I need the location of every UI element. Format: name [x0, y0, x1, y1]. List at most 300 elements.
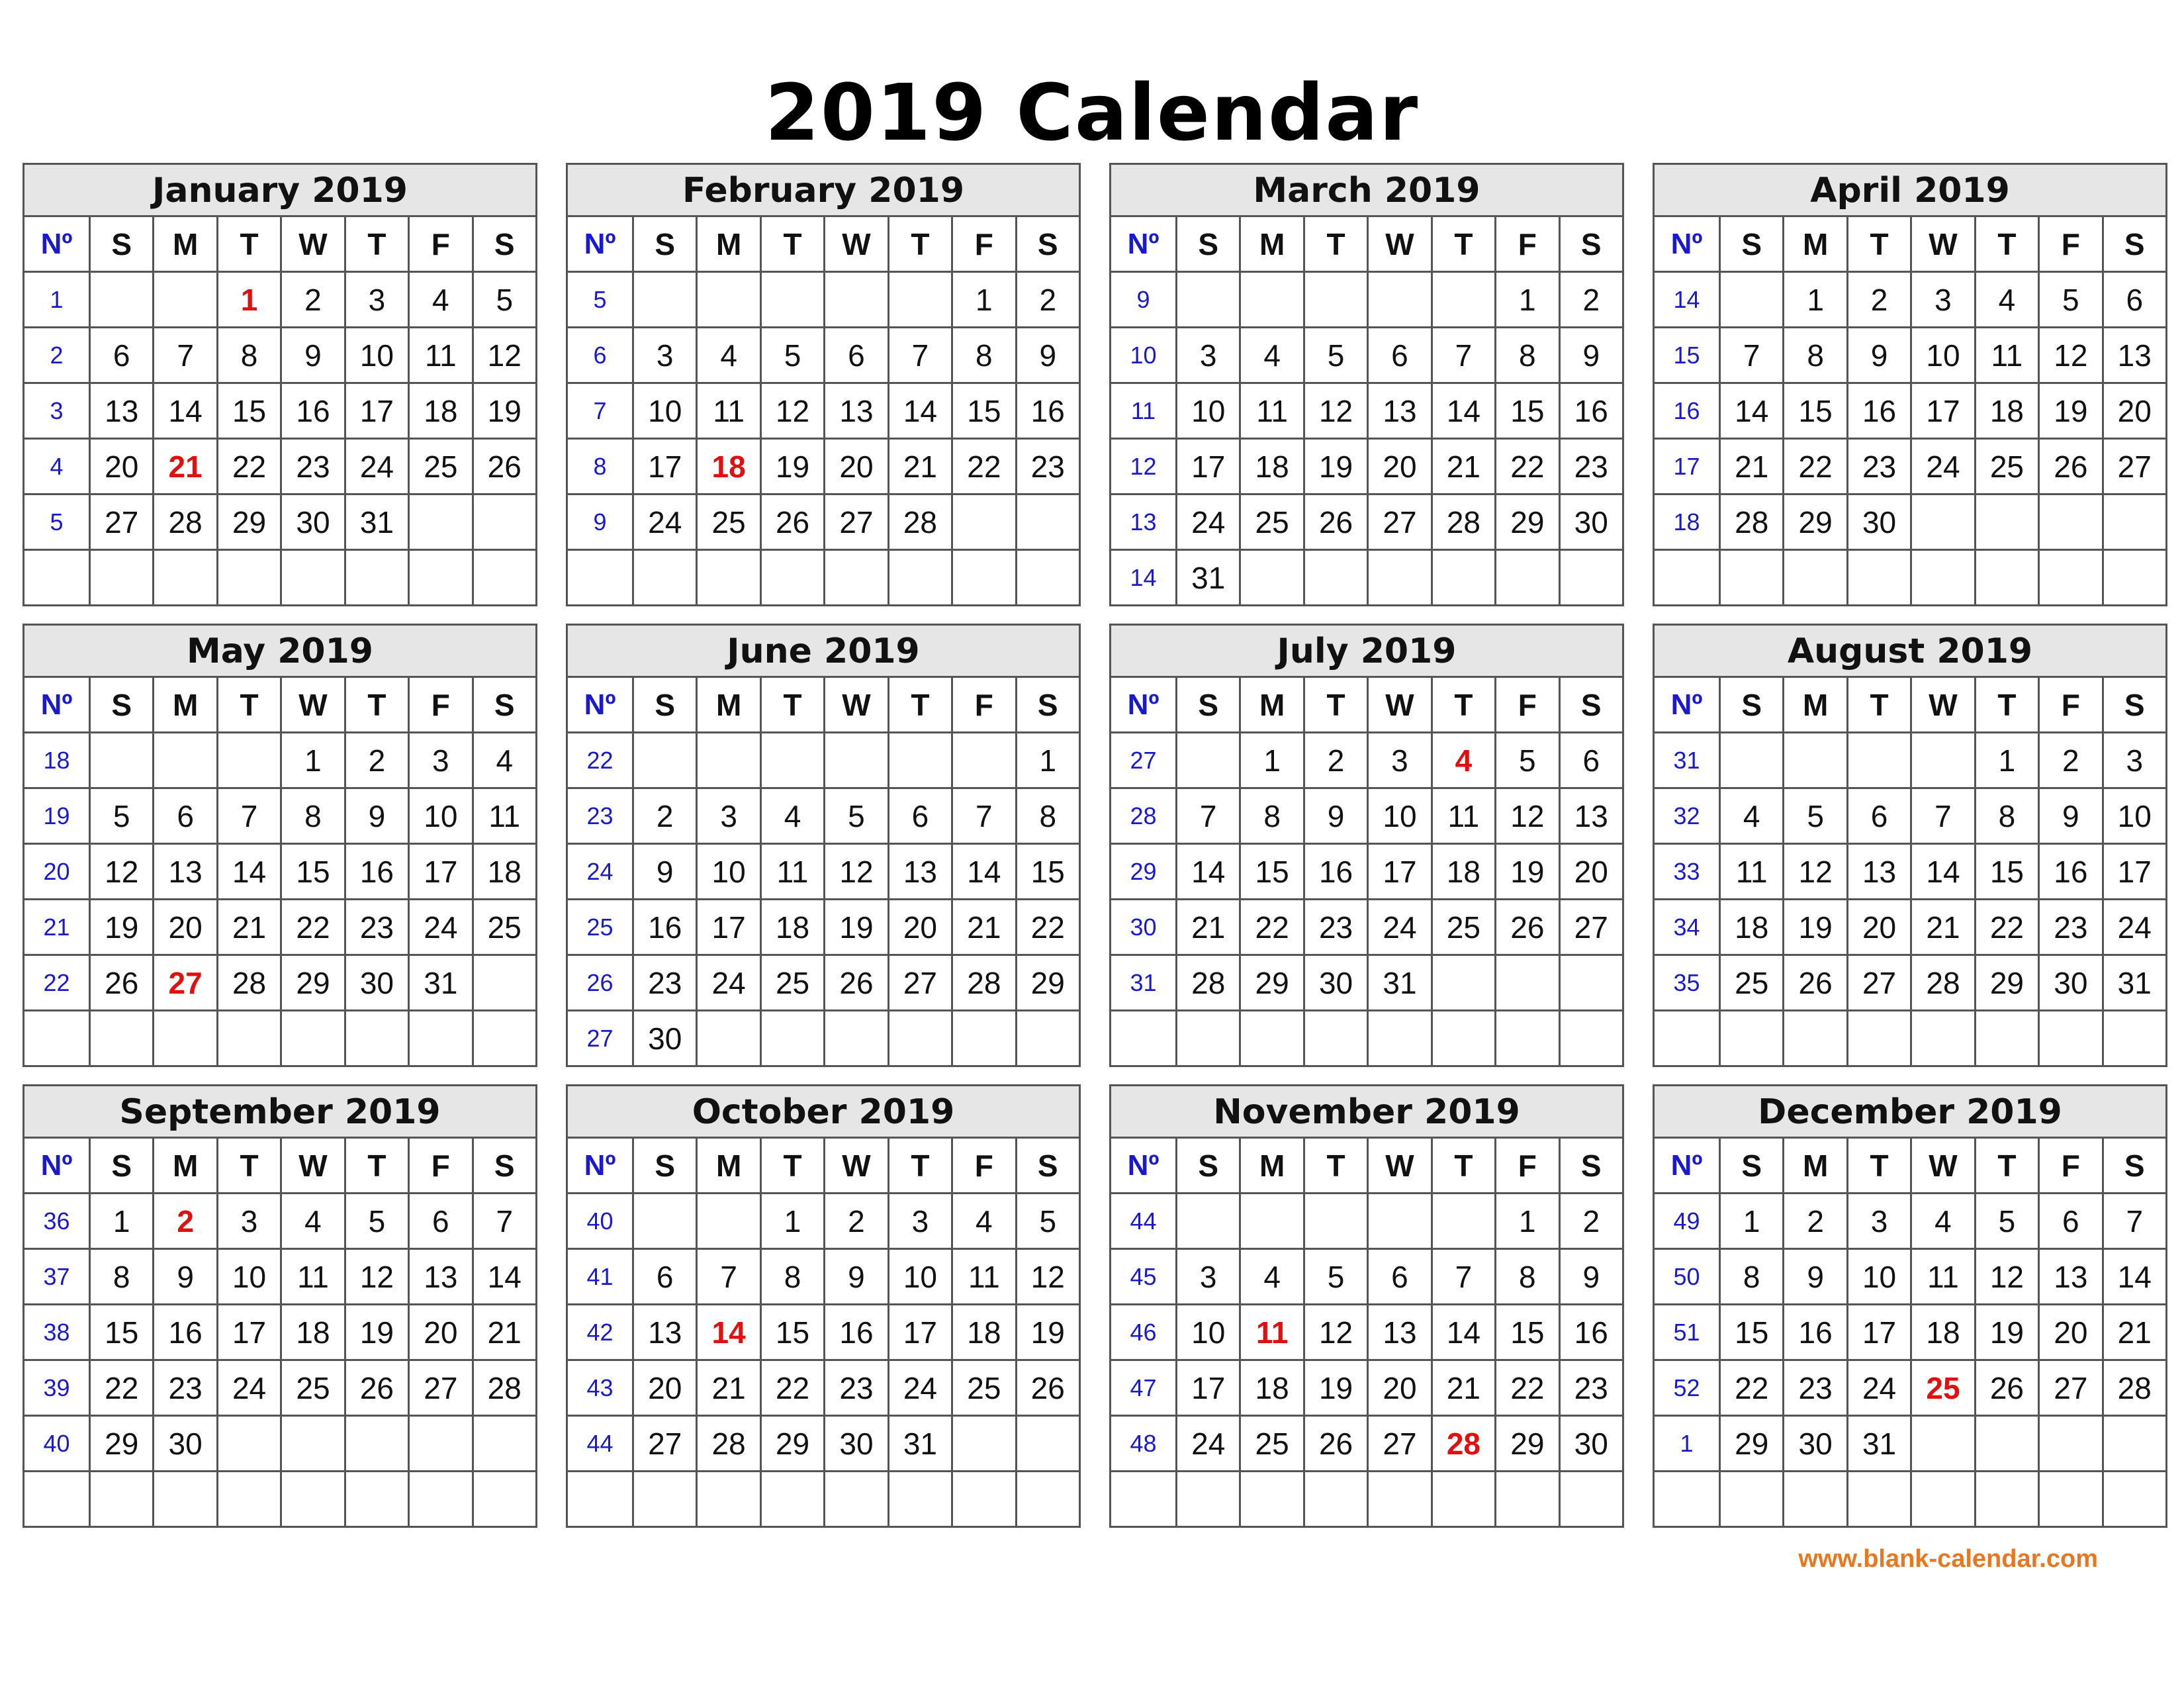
weekday-header: S	[2103, 677, 2166, 733]
weekday-header: S	[473, 677, 536, 733]
empty-cell	[1240, 1011, 1304, 1066]
day-cell: 28	[473, 1360, 536, 1416]
day-cell: 4	[760, 788, 824, 844]
day-cell: 7	[217, 788, 281, 844]
day-cell: 13	[409, 1249, 473, 1305]
day-cell: 2	[281, 272, 345, 328]
week-number: 30	[1111, 900, 1177, 955]
day-cell: 26	[1304, 1416, 1367, 1472]
day-cell: 22	[1496, 439, 1559, 494]
day-cell: 7	[1432, 328, 1495, 383]
week-number: 44	[567, 1416, 633, 1472]
week-number: 1	[24, 272, 90, 328]
page-title: 2019 Calendar	[764, 67, 1420, 158]
empty-cell	[217, 1011, 281, 1066]
day-cell: 14	[1720, 383, 1784, 439]
month-title: September 2019	[23, 1084, 537, 1139]
empty-cell	[1432, 550, 1495, 606]
week-row	[24, 328, 537, 383]
week-row	[1111, 955, 1623, 1011]
day-cell: 29	[281, 955, 345, 1011]
empty-cell	[473, 1011, 536, 1066]
empty-cell	[1432, 272, 1495, 328]
day-cell: 3	[1911, 272, 1975, 328]
holiday-day-cell: 21	[154, 439, 217, 494]
day-cell: 21	[888, 439, 952, 494]
month-table	[566, 676, 1081, 1067]
day-cell: 22	[1784, 439, 1847, 494]
day-cell: 16	[281, 383, 345, 439]
week-number: 19	[24, 788, 90, 844]
day-cell: 29	[217, 494, 281, 550]
empty-cell	[1975, 494, 2038, 550]
week-number: 13	[1111, 494, 1177, 550]
day-cell: 23	[825, 1360, 888, 1416]
day-cell: 20	[1368, 439, 1432, 494]
week-row	[567, 1011, 1080, 1066]
week-number: 18	[1654, 494, 1720, 550]
day-cell: 5	[90, 788, 154, 844]
empty-cell	[409, 1011, 473, 1066]
day-cell: 26	[2039, 439, 2103, 494]
week-row	[1654, 788, 2167, 844]
day-cell: 3	[1368, 733, 1432, 788]
empty-cell	[697, 733, 760, 788]
week-number	[567, 1472, 633, 1527]
week-number: 1	[1654, 1416, 1720, 1472]
week-row	[567, 1249, 1080, 1305]
week-row	[24, 383, 537, 439]
day-cell: 29	[1496, 494, 1559, 550]
day-cell: 4	[1240, 328, 1304, 383]
day-cell: 26	[473, 439, 536, 494]
weekday-header-row	[1654, 1138, 2167, 1194]
day-cell: 5	[1304, 1249, 1367, 1305]
empty-cell	[345, 550, 408, 606]
day-cell: 10	[697, 844, 760, 900]
day-cell: 24	[409, 900, 473, 955]
day-cell: 11	[281, 1249, 345, 1305]
month-february	[566, 163, 1081, 594]
week-number-header: Nº	[24, 1138, 90, 1194]
day-cell: 29	[1784, 494, 1847, 550]
empty-cell	[1240, 1194, 1304, 1249]
empty-cell	[1720, 1011, 1784, 1066]
day-cell: 2	[345, 733, 408, 788]
day-cell: 27	[633, 1416, 697, 1472]
day-cell: 19	[1496, 844, 1559, 900]
day-cell: 12	[1975, 1249, 2038, 1305]
day-cell: 10	[888, 1249, 952, 1305]
day-cell: 1	[1720, 1194, 1784, 1249]
empty-cell	[2103, 494, 2166, 550]
day-cell: 29	[1975, 955, 2038, 1011]
day-cell: 3	[633, 328, 697, 383]
week-row	[1111, 1472, 1623, 1527]
day-cell: 1	[760, 1194, 824, 1249]
week-number: 44	[1111, 1194, 1177, 1249]
empty-cell	[888, 1011, 952, 1066]
week-number: 39	[24, 1360, 90, 1416]
day-cell: 31	[1368, 955, 1432, 1011]
week-number-header: Nº	[1654, 677, 1720, 733]
day-cell: 17	[217, 1305, 281, 1360]
day-cell: 31	[1847, 1416, 1911, 1472]
day-cell: 24	[697, 955, 760, 1011]
empty-cell	[217, 550, 281, 606]
day-cell: 5	[1784, 788, 1847, 844]
day-cell: 1	[1496, 1194, 1559, 1249]
month-march	[1109, 163, 1624, 594]
week-row	[567, 788, 1080, 844]
day-cell: 9	[633, 844, 697, 900]
day-cell: 8	[1496, 328, 1559, 383]
empty-cell	[1559, 550, 1623, 606]
day-cell: 23	[1304, 900, 1367, 955]
day-cell: 18	[1432, 844, 1495, 900]
week-row	[567, 1472, 1080, 1527]
weekday-header: S	[1559, 216, 1623, 272]
empty-cell	[760, 1011, 824, 1066]
holiday-day-cell: 18	[697, 439, 760, 494]
weekday-header: T	[888, 216, 952, 272]
week-row	[24, 788, 537, 844]
week-number-header: Nº	[1111, 677, 1177, 733]
day-cell: 27	[1559, 900, 1623, 955]
day-cell: 3	[217, 1194, 281, 1249]
day-cell: 3	[345, 272, 408, 328]
empty-cell	[1720, 272, 1784, 328]
week-number: 20	[24, 844, 90, 900]
empty-cell	[952, 1472, 1016, 1527]
week-number: 26	[567, 955, 633, 1011]
day-cell: 17	[1177, 439, 1240, 494]
day-cell: 17	[888, 1305, 952, 1360]
empty-cell	[1016, 1472, 1079, 1527]
week-number: 21	[24, 900, 90, 955]
week-number: 8	[567, 439, 633, 494]
weekday-header: T	[1304, 216, 1367, 272]
day-cell: 15	[281, 844, 345, 900]
day-cell: 9	[281, 328, 345, 383]
day-cell: 20	[2103, 383, 2166, 439]
empty-cell	[1847, 733, 1911, 788]
weekday-header: S	[1720, 216, 1784, 272]
day-cell: 30	[1559, 1416, 1623, 1472]
day-cell: 11	[697, 383, 760, 439]
empty-cell	[2103, 550, 2166, 606]
month-title: December 2019	[1653, 1084, 2167, 1139]
week-number: 10	[1111, 328, 1177, 383]
day-cell: 13	[1559, 788, 1623, 844]
empty-cell	[1432, 1472, 1495, 1527]
week-number: 22	[24, 955, 90, 1011]
empty-cell	[1304, 1011, 1367, 1066]
weekday-header: M	[697, 1138, 760, 1194]
month-title: November 2019	[1109, 1084, 1624, 1139]
weekday-header-row	[567, 216, 1080, 272]
week-row	[1654, 844, 2167, 900]
empty-cell	[1911, 494, 1975, 550]
day-cell: 2	[825, 1194, 888, 1249]
day-cell: 21	[1720, 439, 1784, 494]
day-cell: 29	[1496, 1416, 1559, 1472]
day-cell: 19	[345, 1305, 408, 1360]
day-cell: 21	[1432, 1360, 1495, 1416]
week-row	[1654, 733, 2167, 788]
day-cell: 21	[2103, 1305, 2166, 1360]
day-cell: 6	[1847, 788, 1911, 844]
week-number	[1111, 1472, 1177, 1527]
week-row	[1654, 1472, 2167, 1527]
empty-cell	[760, 733, 824, 788]
day-cell: 24	[633, 494, 697, 550]
day-cell: 15	[760, 1305, 824, 1360]
day-cell: 21	[1911, 900, 1975, 955]
day-cell: 9	[345, 788, 408, 844]
day-cell: 16	[633, 900, 697, 955]
month-table	[23, 676, 537, 1067]
day-cell: 25	[760, 955, 824, 1011]
day-cell: 26	[1496, 900, 1559, 955]
week-row	[1654, 272, 2167, 328]
month-table	[23, 215, 537, 606]
weekday-header: W	[1911, 1138, 1975, 1194]
day-cell: 5	[1975, 1194, 2038, 1249]
month-june	[566, 624, 1081, 1055]
weekday-header: W	[1368, 677, 1432, 733]
day-cell: 10	[409, 788, 473, 844]
empty-cell	[1240, 1472, 1304, 1527]
day-cell: 19	[1016, 1305, 1079, 1360]
day-cell: 11	[1911, 1249, 1975, 1305]
weekday-header: F	[409, 1138, 473, 1194]
month-december	[1653, 1084, 2167, 1516]
weekday-header: S	[1720, 1138, 1784, 1194]
day-cell: 17	[1847, 1305, 1911, 1360]
day-cell: 27	[1847, 955, 1911, 1011]
empty-cell	[1368, 1194, 1432, 1249]
day-cell: 19	[2039, 383, 2103, 439]
empty-cell	[1240, 550, 1304, 606]
week-row	[1654, 1360, 2167, 1416]
empty-cell	[345, 1011, 408, 1066]
empty-cell	[952, 1416, 1016, 1472]
week-number: 34	[1654, 900, 1720, 955]
day-cell: 21	[1177, 900, 1240, 955]
day-cell: 16	[1304, 844, 1367, 900]
weekday-header: T	[1847, 216, 1911, 272]
weekday-header: T	[1975, 677, 2038, 733]
empty-cell	[1975, 550, 2038, 606]
week-number: 27	[567, 1011, 633, 1066]
day-cell: 25	[473, 900, 536, 955]
day-cell: 24	[1177, 1416, 1240, 1472]
empty-cell	[1432, 955, 1495, 1011]
day-cell: 30	[1784, 1416, 1847, 1472]
day-cell: 28	[217, 955, 281, 1011]
week-number	[1654, 550, 1720, 606]
day-cell: 27	[1368, 494, 1432, 550]
empty-cell	[2039, 1416, 2103, 1472]
week-number: 23	[567, 788, 633, 844]
empty-cell	[90, 733, 154, 788]
day-cell: 18	[1240, 439, 1304, 494]
empty-cell	[473, 1472, 536, 1527]
day-cell: 20	[154, 900, 217, 955]
day-cell: 29	[760, 1416, 824, 1472]
empty-cell	[2039, 1472, 2103, 1527]
day-cell: 15	[90, 1305, 154, 1360]
empty-cell	[1016, 1416, 1079, 1472]
day-cell: 2	[2039, 733, 2103, 788]
empty-cell	[90, 1011, 154, 1066]
day-cell: 18	[281, 1305, 345, 1360]
day-cell: 19	[1975, 1305, 2038, 1360]
day-cell: 24	[1847, 1360, 1911, 1416]
day-cell: 16	[1559, 1305, 1623, 1360]
day-cell: 17	[1368, 844, 1432, 900]
day-cell: 13	[90, 383, 154, 439]
day-cell: 28	[888, 494, 952, 550]
empty-cell	[2103, 1011, 2166, 1066]
empty-cell	[1240, 272, 1304, 328]
week-number: 9	[1111, 272, 1177, 328]
day-cell: 12	[1496, 788, 1559, 844]
website-link[interactable]: www.blank-calendar.com	[1798, 1545, 2098, 1573]
week-number: 51	[1654, 1305, 1720, 1360]
week-row	[1654, 1305, 2167, 1360]
day-cell: 12	[1784, 844, 1847, 900]
week-row	[1654, 900, 2167, 955]
day-cell: 20	[1847, 900, 1911, 955]
empty-cell	[888, 272, 952, 328]
day-cell: 20	[633, 1360, 697, 1416]
empty-cell	[1368, 1472, 1432, 1527]
week-row	[1111, 328, 1623, 383]
day-cell: 9	[1559, 328, 1623, 383]
day-cell: 28	[1177, 955, 1240, 1011]
day-cell: 28	[1720, 494, 1784, 550]
week-number	[24, 1472, 90, 1527]
week-number: 32	[1654, 788, 1720, 844]
day-cell: 28	[952, 955, 1016, 1011]
week-number: 9	[567, 494, 633, 550]
day-cell: 25	[1975, 439, 2038, 494]
day-cell: 30	[345, 955, 408, 1011]
weekday-header: W	[281, 1138, 345, 1194]
week-row	[24, 1416, 537, 1472]
day-cell: 24	[217, 1360, 281, 1416]
empty-cell	[1975, 1472, 2038, 1527]
day-cell: 2	[1847, 272, 1911, 328]
empty-cell	[1720, 1472, 1784, 1527]
week-number-header: Nº	[1654, 1138, 1720, 1194]
empty-cell	[217, 1472, 281, 1527]
day-cell: 26	[1975, 1360, 2038, 1416]
day-cell: 31	[1177, 550, 1240, 606]
month-title: October 2019	[566, 1084, 1081, 1139]
weekday-header-row	[567, 1138, 1080, 1194]
month-table	[566, 215, 1081, 606]
day-cell: 20	[409, 1305, 473, 1360]
weekday-header: S	[2103, 216, 2166, 272]
day-cell: 25	[1432, 900, 1495, 955]
month-title: January 2019	[23, 163, 537, 217]
weekday-header: F	[952, 216, 1016, 272]
day-cell: 15	[1975, 844, 2038, 900]
day-cell: 13	[1847, 844, 1911, 900]
empty-cell	[281, 1011, 345, 1066]
day-cell: 20	[2039, 1305, 2103, 1360]
weekday-header-row	[24, 677, 537, 733]
day-cell: 16	[1784, 1305, 1847, 1360]
month-table	[1109, 215, 1624, 606]
week-number-header: Nº	[567, 1138, 633, 1194]
week-number: 31	[1111, 955, 1177, 1011]
empty-cell	[473, 550, 536, 606]
week-row	[1111, 1249, 1623, 1305]
day-cell: 14	[1177, 844, 1240, 900]
day-cell: 4	[1720, 788, 1784, 844]
day-cell: 22	[1496, 1360, 1559, 1416]
day-cell: 13	[825, 383, 888, 439]
empty-cell	[952, 733, 1016, 788]
week-row	[1111, 1194, 1623, 1249]
day-cell: 17	[345, 383, 408, 439]
day-cell: 13	[2103, 328, 2166, 383]
empty-cell	[1496, 1472, 1559, 1527]
weekday-header-row	[567, 677, 1080, 733]
empty-cell	[409, 1472, 473, 1527]
day-cell: 15	[1496, 383, 1559, 439]
weekday-header: S	[633, 677, 697, 733]
weekday-header: T	[345, 1138, 408, 1194]
month-table	[1653, 676, 2167, 1067]
day-cell: 2	[1304, 733, 1367, 788]
week-number: 12	[1111, 439, 1177, 494]
week-number: 36	[24, 1194, 90, 1249]
empty-cell	[281, 1416, 345, 1472]
week-number	[24, 550, 90, 606]
day-cell: 9	[1016, 328, 1079, 383]
day-cell: 31	[2103, 955, 2166, 1011]
week-number: 27	[1111, 733, 1177, 788]
day-cell: 21	[217, 900, 281, 955]
day-cell: 22	[281, 900, 345, 955]
empty-cell	[825, 1472, 888, 1527]
week-number: 7	[567, 383, 633, 439]
day-cell: 4	[1975, 272, 2038, 328]
empty-cell	[633, 550, 697, 606]
day-cell: 13	[1368, 1305, 1432, 1360]
weekday-header: S	[633, 216, 697, 272]
week-number: 17	[1654, 439, 1720, 494]
month-april	[1653, 163, 2167, 594]
day-cell: 7	[473, 1194, 536, 1249]
day-cell: 7	[1911, 788, 1975, 844]
day-cell: 27	[1368, 1416, 1432, 1472]
day-cell: 9	[1784, 1249, 1847, 1305]
day-cell: 11	[1432, 788, 1495, 844]
empty-cell	[952, 550, 1016, 606]
day-cell: 22	[760, 1360, 824, 1416]
week-row	[1111, 1305, 1623, 1360]
day-cell: 27	[409, 1360, 473, 1416]
weekday-header: S	[1016, 216, 1079, 272]
empty-cell	[217, 733, 281, 788]
empty-cell	[1177, 1472, 1240, 1527]
